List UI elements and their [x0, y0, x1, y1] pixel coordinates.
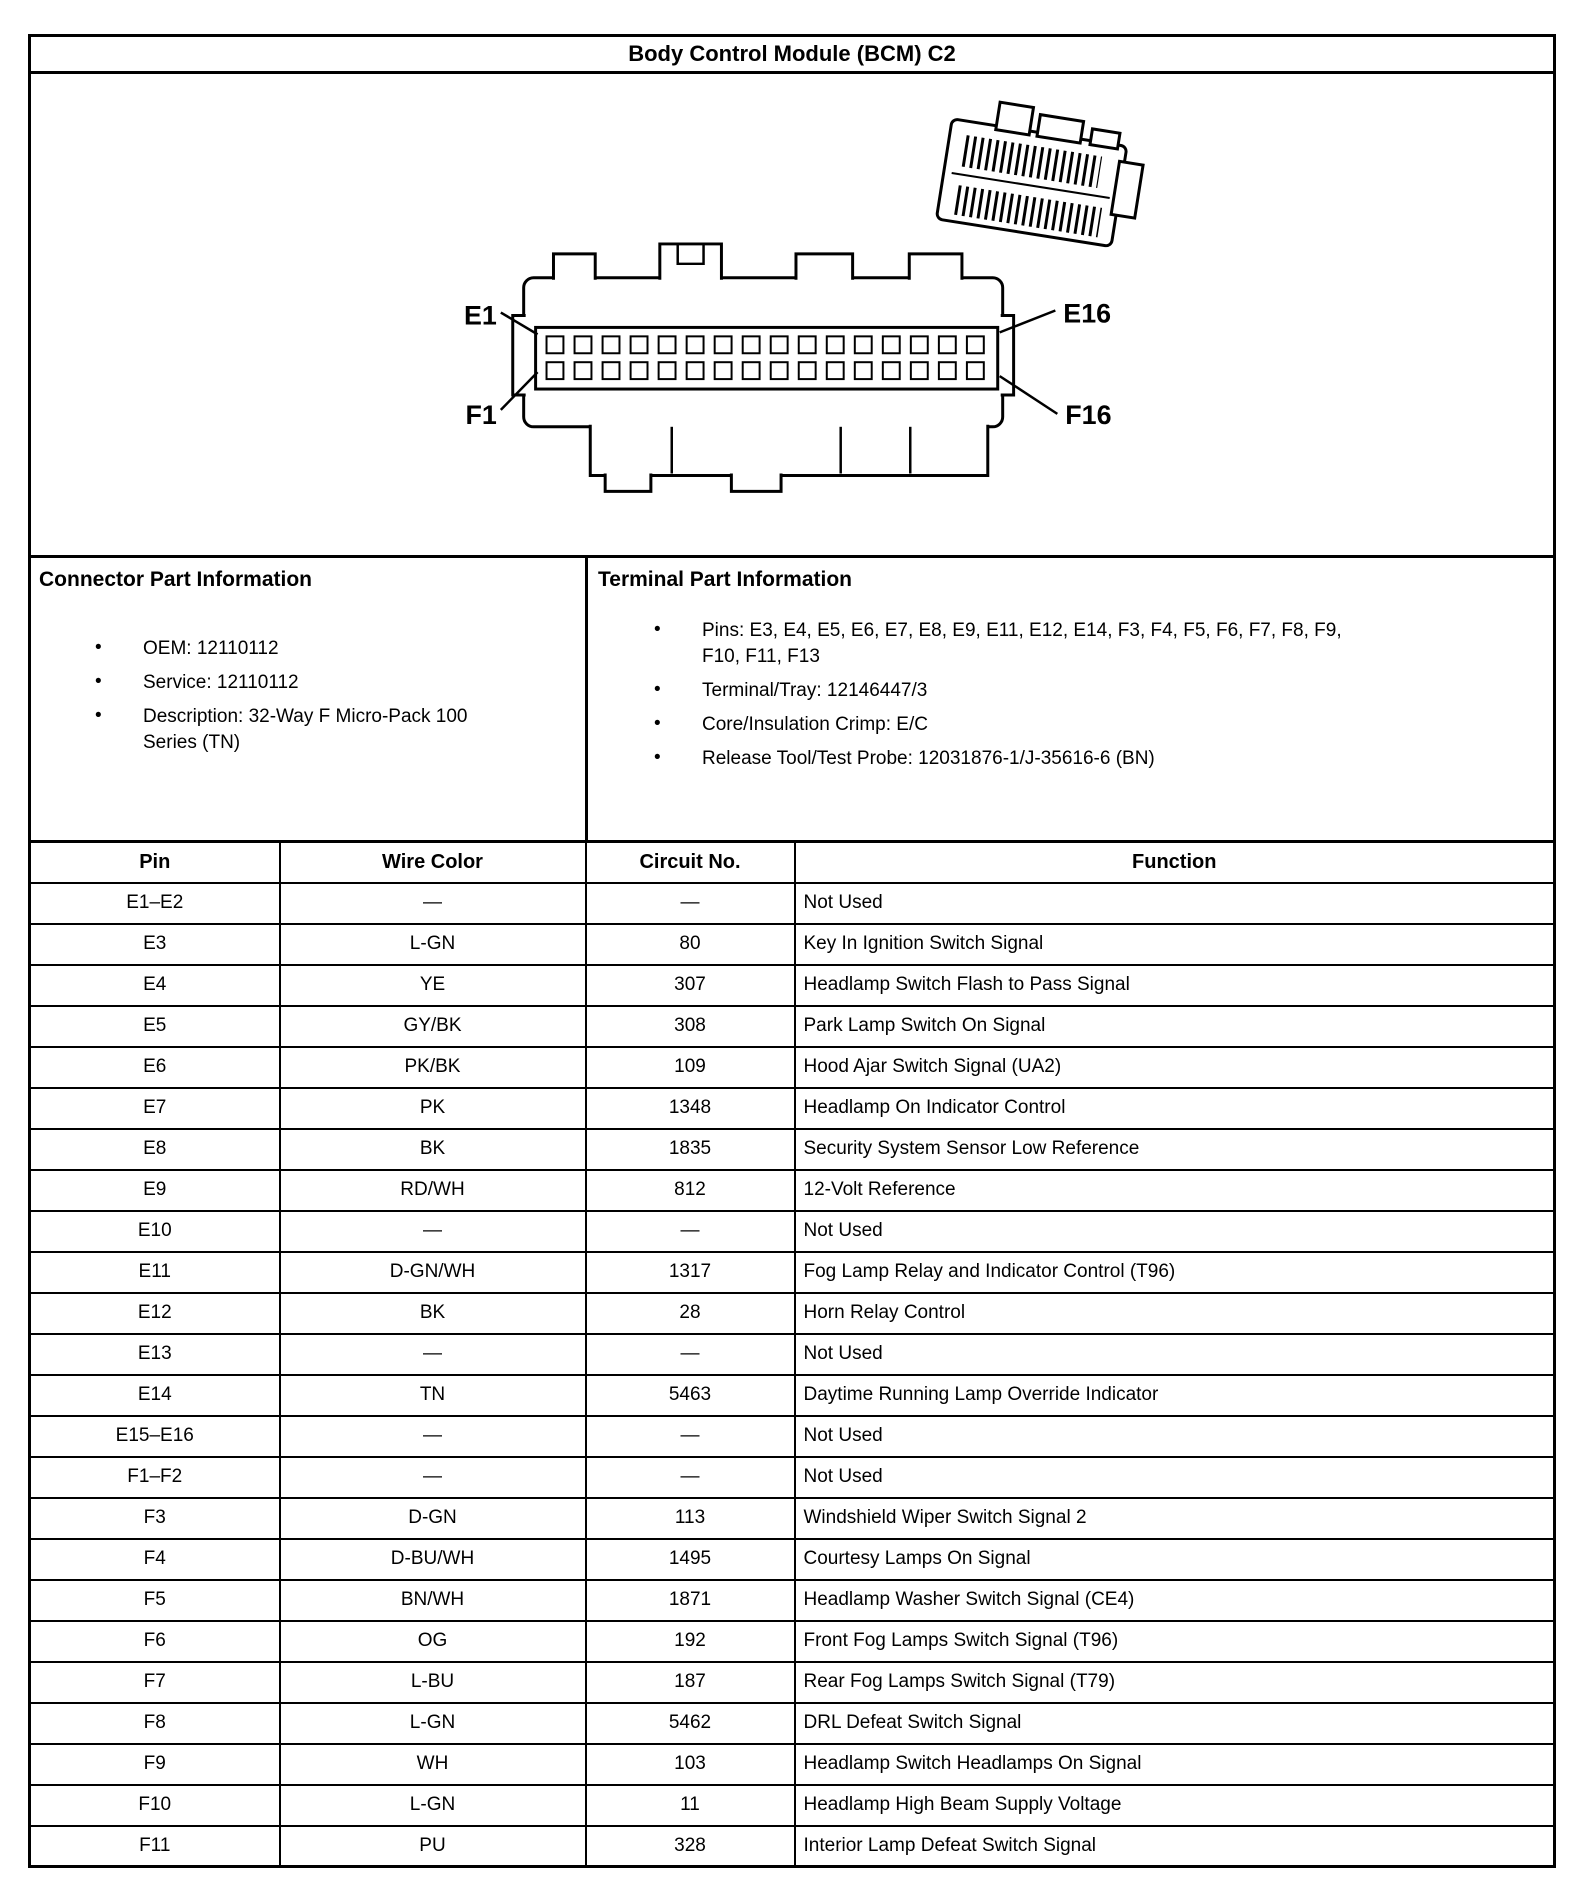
wire-color-cell: RD/WH: [280, 1170, 586, 1211]
wire-color-cell: D-GN/WH: [280, 1252, 586, 1293]
bullet-icon: •: [95, 671, 102, 692]
circuit-no-cell: 1348: [586, 1088, 795, 1129]
rear-tab: [1037, 115, 1084, 143]
function-cell: DRL Defeat Switch Signal: [795, 1703, 1555, 1744]
wire-color-cell: YE: [280, 965, 586, 1006]
pin-cell: F4: [30, 1539, 280, 1580]
pin-hole: [547, 336, 564, 353]
pin-cell: F5: [30, 1580, 280, 1621]
table-row: [30, 1129, 1555, 1170]
pin-cell: E4: [30, 965, 280, 1006]
connector-rear-view: [936, 95, 1149, 249]
wire-color-cell: D-BU/WH: [280, 1539, 586, 1580]
circuit-no-cell: —: [586, 1416, 795, 1457]
wire-color-cell: TN: [280, 1375, 586, 1416]
function-cell: Fog Lamp Relay and Indicator Control (T96): [795, 1252, 1555, 1293]
pin-hole: [827, 362, 844, 379]
wire-color-cell: —: [280, 1416, 586, 1457]
circuit-no-cell: —: [586, 883, 795, 924]
table-row: [30, 1252, 1555, 1293]
pinout-table: [28, 840, 1556, 1868]
table-row: [30, 1088, 1555, 1129]
function-cell: Not Used: [795, 883, 1555, 924]
pinout-table-body: [30, 883, 1555, 1867]
pin-hole: [631, 362, 648, 379]
wire-color-cell: L-GN: [280, 1703, 586, 1744]
table-row: [30, 1826, 1555, 1867]
circuit-no-cell: 5463: [586, 1375, 795, 1416]
function-cell: Interior Lamp Defeat Switch Signal: [795, 1826, 1555, 1867]
table-row: [30, 1375, 1555, 1416]
bullet-icon: •: [654, 679, 661, 700]
pin-label-e1: E1: [464, 300, 497, 331]
connector-part-info-box: [31, 558, 588, 840]
table-row: [30, 1785, 1555, 1826]
wire-color-cell: L-GN: [280, 924, 586, 965]
circuit-no-cell: —: [586, 1334, 795, 1375]
pin-hole: [799, 362, 816, 379]
table-row: [30, 1211, 1555, 1252]
top-tab-2: [660, 244, 722, 280]
pin-cell: E11: [30, 1252, 280, 1293]
pin-hole: [743, 336, 760, 353]
pin-label-f1: F1: [465, 399, 497, 430]
pin-cell: F7: [30, 1662, 280, 1703]
function-cell: Courtesy Lamps On Signal: [795, 1539, 1555, 1580]
header-row: [30, 842, 1555, 883]
pin-cell: F8: [30, 1703, 280, 1744]
circuit-no-cell: 812: [586, 1170, 795, 1211]
top-tab-1: [553, 254, 595, 280]
connector-part-info-title: Connector Part Information: [39, 568, 313, 591]
pin-cell: F10: [30, 1785, 280, 1826]
table-row: [30, 1621, 1555, 1662]
function-cell: Daytime Running Lamp Override Indicator: [795, 1375, 1555, 1416]
column-header-wire-color: Wire Color: [280, 842, 586, 883]
pin-hole: [547, 362, 564, 379]
function-cell: Not Used: [795, 1211, 1555, 1252]
function-cell: Rear Fog Lamps Switch Signal (T79): [795, 1662, 1555, 1703]
circuit-no-cell: 1317: [586, 1252, 795, 1293]
wire-color-cell: BK: [280, 1293, 586, 1334]
circuit-no-cell: 80: [586, 924, 795, 965]
info-list-text: Core/Insulation Crimp: E/C: [702, 714, 928, 735]
connector-face-view: [513, 244, 1014, 491]
pin-hole: [715, 336, 732, 353]
bottom-tab-1: [605, 474, 651, 492]
info-list-item: [598, 678, 1545, 704]
bullet-icon: •: [95, 705, 102, 726]
rear-tab-small: [1090, 129, 1120, 149]
function-cell: Park Lamp Switch On Signal: [795, 1006, 1555, 1047]
pin-hole: [603, 362, 620, 379]
circuit-no-cell: 109: [586, 1047, 795, 1088]
table-row: [30, 924, 1555, 965]
info-list-item: [39, 670, 577, 696]
wire-color-cell: BN/WH: [280, 1580, 586, 1621]
table-row: [30, 1416, 1555, 1457]
pin-hole: [911, 336, 928, 353]
pin-hole: [939, 362, 956, 379]
wire-color-cell: PU: [280, 1826, 586, 1867]
pin-cell: F3: [30, 1498, 280, 1539]
circuit-no-cell: —: [586, 1211, 795, 1252]
info-list-text: Terminal/Tray: 12146447/3: [702, 680, 928, 701]
pin-cell: E15–E16: [30, 1416, 280, 1457]
pin-hole: [967, 336, 984, 353]
pin-hole: [883, 362, 900, 379]
part-information-row: [31, 558, 1553, 840]
pin-cell: E5: [30, 1006, 280, 1047]
circuit-no-cell: 103: [586, 1744, 795, 1785]
pin-cell: E8: [30, 1129, 280, 1170]
pin-hole: [939, 336, 956, 353]
function-cell: Headlamp Switch Flash to Pass Signal: [795, 965, 1555, 1006]
pin-cell: E6: [30, 1047, 280, 1088]
function-cell: Headlamp Switch Headlamps On Signal: [795, 1744, 1555, 1785]
wire-color-cell: L-GN: [280, 1785, 586, 1826]
info-list-item: [39, 704, 577, 756]
top-tab-4: [909, 254, 962, 280]
circuit-no-cell: 1871: [586, 1580, 795, 1621]
function-cell: Not Used: [795, 1457, 1555, 1498]
pin-cell: E7: [30, 1088, 280, 1129]
pin-hole: [799, 336, 816, 353]
info-list-item: [598, 712, 1545, 738]
bottom-extension: [590, 425, 988, 476]
connector-diagram: [31, 74, 1553, 555]
pin-cell: F11: [30, 1826, 280, 1867]
wire-color-cell: BK: [280, 1129, 586, 1170]
function-cell: Key In Ignition Switch Signal: [795, 924, 1555, 965]
wire-color-cell: WH: [280, 1744, 586, 1785]
pin-cell: E12: [30, 1293, 280, 1334]
page-title: Body Control Module (BCM) C2: [31, 37, 1553, 74]
pin-label-e16: E16: [1063, 298, 1112, 329]
function-cell: Not Used: [795, 1334, 1555, 1375]
wire-color-cell: PK: [280, 1088, 586, 1129]
pin-hole: [659, 336, 676, 353]
circuit-no-cell: 307: [586, 965, 795, 1006]
table-row: [30, 1662, 1555, 1703]
pin-hole: [575, 362, 592, 379]
top-tab-3: [796, 254, 853, 280]
wire-color-cell: —: [280, 1334, 586, 1375]
info-list-text: Service: 12110112: [143, 672, 299, 693]
info-list-item: [39, 636, 577, 662]
table-row: [30, 1539, 1555, 1580]
circuit-no-cell: 11: [586, 1785, 795, 1826]
wire-color-cell: L-BU: [280, 1662, 586, 1703]
circuit-no-cell: 28: [586, 1293, 795, 1334]
circuit-no-cell: 1495: [586, 1539, 795, 1580]
wire-color-cell: —: [280, 883, 586, 924]
pin-hole: [883, 336, 900, 353]
pin-hole: [855, 362, 872, 379]
table-row: [30, 1498, 1555, 1539]
info-list-text: OEM: 12110112: [143, 638, 279, 659]
pin-hole: [771, 336, 788, 353]
pin-label-f16: F16: [1065, 399, 1112, 430]
circuit-no-cell: 308: [586, 1006, 795, 1047]
circuit-no-cell: 113: [586, 1498, 795, 1539]
pin-hole: [827, 336, 844, 353]
info-list-text: Pins: E3, E4, E5, E6, E7, E8, E9, E11, E12, E14, F3, F4, F5, F6, F7, F8, F9, F10, F11, F13: [702, 620, 1342, 667]
circuit-no-cell: 1835: [586, 1129, 795, 1170]
connector-diagram-box: [31, 74, 1553, 558]
bullet-icon: •: [654, 619, 661, 640]
pin-hole: [743, 362, 760, 379]
pin-hole: [659, 362, 676, 379]
circuit-no-cell: 187: [586, 1662, 795, 1703]
circuit-no-cell: 192: [586, 1621, 795, 1662]
circuit-no-cell: 328: [586, 1826, 795, 1867]
table-row: [30, 1047, 1555, 1088]
column-header-pin: Pin: [30, 842, 280, 883]
table-row: [30, 1293, 1555, 1334]
pin-hole: [771, 362, 788, 379]
wire-color-cell: —: [280, 1211, 586, 1252]
terminal-part-info-list: [598, 618, 1545, 772]
wire-color-cell: OG: [280, 1621, 586, 1662]
connector-part-info-list: [39, 636, 577, 756]
circuit-no-cell: —: [586, 1457, 795, 1498]
pin-hole: [687, 336, 704, 353]
table-row: [30, 1580, 1555, 1621]
function-cell: Windshield Wiper Switch Signal 2: [795, 1498, 1555, 1539]
pin-cell: E9: [30, 1170, 280, 1211]
bottom-tab-2: [731, 474, 781, 492]
pin-cell: F6: [30, 1621, 280, 1662]
pin-cell: E14: [30, 1375, 280, 1416]
function-cell: Security System Sensor Low Reference: [795, 1129, 1555, 1170]
info-list-item: [598, 618, 1545, 670]
pin-hole: [631, 336, 648, 353]
table-row: [30, 965, 1555, 1006]
pin-cell: E3: [30, 924, 280, 965]
table-row: [30, 1334, 1555, 1375]
bcm-c2-page: [28, 34, 1556, 1868]
function-cell: Headlamp Washer Switch Signal (CE4): [795, 1580, 1555, 1621]
pin-cell: E13: [30, 1334, 280, 1375]
info-list-item: [598, 746, 1545, 772]
info-list-text: Description: 32-Way F Micro-Pack 100 Series (TN): [143, 706, 468, 753]
table-row: [30, 1744, 1555, 1785]
pin-cell: E10: [30, 1211, 280, 1252]
pinout-table-header: [30, 842, 1555, 883]
pin-hole: [855, 336, 872, 353]
document-frame: [28, 34, 1556, 840]
bullet-icon: •: [95, 637, 102, 658]
table-row: [30, 1703, 1555, 1744]
pin-hole: [967, 362, 984, 379]
column-header-circuit-no: Circuit No.: [586, 842, 795, 883]
pin-hole: [575, 336, 592, 353]
wire-color-cell: D-GN: [280, 1498, 586, 1539]
function-cell: Headlamp High Beam Supply Voltage: [795, 1785, 1555, 1826]
pin-hole: [715, 362, 732, 379]
table-row: [30, 1170, 1555, 1211]
pin-hole: [603, 336, 620, 353]
bullet-icon: •: [654, 713, 661, 734]
wire-color-cell: PK/BK: [280, 1047, 586, 1088]
pin-hole: [687, 362, 704, 379]
table-row: [30, 1006, 1555, 1047]
pin-hole: [911, 362, 928, 379]
function-cell: Not Used: [795, 1416, 1555, 1457]
bullet-icon: •: [654, 747, 661, 768]
table-row: [30, 883, 1555, 924]
column-header-function: Function: [795, 842, 1555, 883]
function-cell: Headlamp On Indicator Control: [795, 1088, 1555, 1129]
terminal-part-info-title: Terminal Part Information: [598, 568, 852, 591]
function-cell: Front Fog Lamps Switch Signal (T96): [795, 1621, 1555, 1662]
info-list-text: Release Tool/Test Probe: 12031876-1/J-35616-6 (BN): [702, 748, 1155, 769]
wire-color-cell: GY/BK: [280, 1006, 586, 1047]
function-cell: Horn Relay Control: [795, 1293, 1555, 1334]
wire-color-cell: —: [280, 1457, 586, 1498]
function-cell: Hood Ajar Switch Signal (UA2): [795, 1047, 1555, 1088]
terminal-part-info-box: [588, 558, 1553, 840]
table-row: [30, 1457, 1555, 1498]
pin-cell: E1–E2: [30, 883, 280, 924]
rear-latch: [996, 102, 1034, 135]
function-cell: 12-Volt Reference: [795, 1170, 1555, 1211]
circuit-no-cell: 5462: [586, 1703, 795, 1744]
pin-cell: F9: [30, 1744, 280, 1785]
pin-cell: F1–F2: [30, 1457, 280, 1498]
